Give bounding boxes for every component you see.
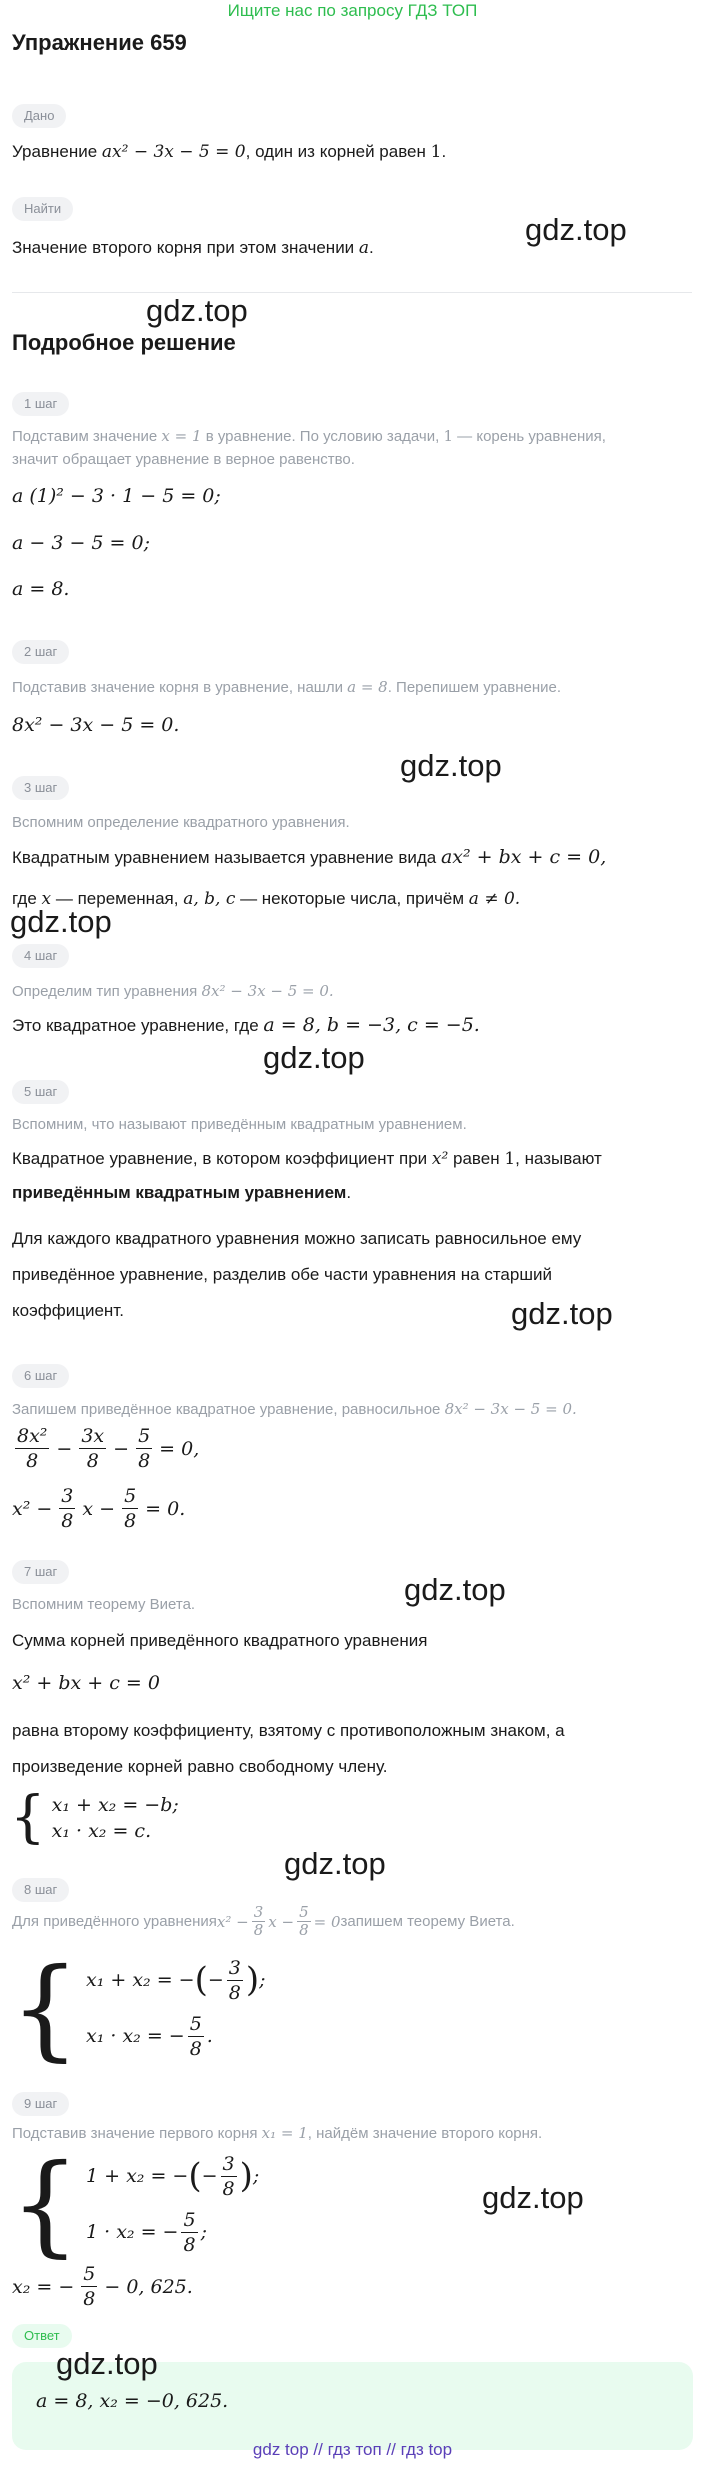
step-7-system: { x₁ + x₂ = −b; x₁ · x₂ = c. xyxy=(10,1785,179,1850)
step-6-tag: 6 шаг xyxy=(12,1364,69,1388)
step-5-text-1: Квадратное уравнение, в котором коэффициент при x² равен 1, называют xyxy=(12,1149,602,1169)
brace-icon: { xyxy=(10,1944,80,2072)
step-9-formula: x₂ = − $\frac{5}{8}$ − 0, 625. xyxy=(12,2263,193,2310)
find-text: Значение второго корня при этом значении a. xyxy=(12,238,374,258)
step-4-tag: 4 шаг xyxy=(12,944,69,968)
given-equation: ax² − 3x − 5 = 0 xyxy=(101,142,246,162)
step-5-tag: 5 шаг xyxy=(12,1080,69,1104)
step-1-formula-2: a − 3 − 5 = 0; xyxy=(12,532,150,554)
watermark: gdz.top xyxy=(511,1296,613,1331)
step-5-text-3: Для каждого квадратного уравнения можно записать равносильное ему xyxy=(12,1229,582,1248)
step-4-text: Это квадратное уравнение, где a = 8, b = −3, c = −5. xyxy=(12,1014,480,1036)
step-8-desc: Для приведённого уравнения x² − $\frac{3}{8}$ x − $\frac{5}{8}$ = 0 запишем теорему Виета. xyxy=(12,1903,515,1939)
step-9-desc: Подставив значение первого корня x₁ = 1, найдём значение второго корня. xyxy=(12,2124,543,2142)
watermark: gdz.top xyxy=(146,293,248,328)
step-9-tag: 9 шаг xyxy=(12,2092,69,2116)
footer-links[interactable]: gdz top // гдз топ // гдз top xyxy=(252,2440,453,2459)
step-1-desc-2: значит обращает уравнение в верное равенство. xyxy=(12,451,355,468)
step-7-text-1: Сумма корней приведённого квадратного уравнения xyxy=(12,1631,428,1650)
step-1-desc: Подставим значение x = 1 в уравнение. По условию задачи, 1 — корень уравнения, xyxy=(12,427,606,445)
watermark: gdz.top xyxy=(284,1846,386,1881)
step-8-system: { x₁ + x₂ = − ( − $\frac{3}{8}$ ) ; x₁ · x₂ = − $\frac{5}{8}$ . xyxy=(10,1944,266,2072)
step-3-text-1: Квадратным уравнением называется уравнение вида ax² + bx + c = 0, xyxy=(12,846,607,868)
step-7-formula: x² + bx + c = 0 xyxy=(12,1672,160,1694)
given-text: Уравнение ax² − 3x − 5 = 0, один из корней равен 1. xyxy=(12,142,447,162)
step-7-text-3: произведение корней равно свободному члену. xyxy=(12,1757,388,1776)
step-5-text-2: приведённым квадратным уравнением. xyxy=(12,1183,352,1202)
step-3-tag: 3 шаг xyxy=(12,776,69,800)
step-6-formula-1: $\frac{\text{8x²}}{8}$ − $\frac{3x}{8}$ − $\frac{5}{8}$ = 0, xyxy=(17,1425,200,1472)
step-4-desc: Определим тип уравнения 8x² − 3x − 5 = 0. xyxy=(12,982,334,1000)
step-1-formula-3: a = 8. xyxy=(12,578,70,600)
step-7-text-2: равна второму коэффициенту, взятому с противоположным знаком, а xyxy=(12,1721,565,1740)
step-5-text-5: коэффициент. xyxy=(12,1301,124,1320)
step-8-tag: 8 шаг xyxy=(12,1878,69,1902)
brace-icon: { xyxy=(10,1785,46,1850)
watermark: gdz.top xyxy=(56,2346,158,2381)
step-3-desc: Вспомним определение квадратного уравнения. xyxy=(12,814,350,831)
step-1-formula-1: a (1)² − 3 · 1 − 5 = 0; xyxy=(12,485,221,507)
watermark: gdz.top xyxy=(400,748,502,783)
find-tag: Найти xyxy=(12,197,73,221)
step-5-desc: Вспомним, что называют приведённым квадратным уравнением. xyxy=(12,1116,467,1133)
step-7-desc: Вспомним теорему Виета. xyxy=(12,1596,196,1613)
step-1-tag: 1 шаг xyxy=(12,392,69,416)
step-5-text-4: приведённое уравнение, разделив обе части уравнения на старший xyxy=(12,1265,552,1284)
answer-text: a = 8, x₂ = −0, 625. xyxy=(36,2390,229,2412)
watermark: gdz.top xyxy=(10,904,112,939)
given-tag: Дано xyxy=(12,104,66,128)
step-2-tag: 2 шаг xyxy=(12,640,69,664)
watermark: gdz.top xyxy=(482,2180,584,2215)
step-6-formula-2: x² − $\frac{3}{8}$ x − $\frac{5}{8}$ = 0. xyxy=(12,1485,186,1532)
watermark: gdz.top xyxy=(525,212,627,247)
solution-title: Подробное решение xyxy=(12,330,236,355)
watermark: gdz.top xyxy=(404,1572,506,1607)
divider xyxy=(12,292,692,293)
step-3-text-2: где x — переменная, a, b, c — некоторые числа, причём a ≠ 0. xyxy=(12,889,521,909)
brace-icon: { xyxy=(10,2140,80,2268)
step-2-formula: 8x² − 3x − 5 = 0. xyxy=(12,714,180,736)
step-9-system: { 1 + x₂ = − ( − $\frac{3}{8}$ ) ; 1 · x₂ = − $\frac{5}{8}$ ; xyxy=(10,2140,260,2268)
step-7-tag: 7 шаг xyxy=(12,1560,69,1584)
watermark: gdz.top xyxy=(263,1040,365,1075)
step-2-desc: Подставив значение корня в уравнение, нашли a = 8. Перепишем уравнение. xyxy=(12,678,562,696)
top-banner[interactable]: Ищите нас по запросу ГДЗ ТОП xyxy=(227,1,478,20)
term-reduced-equation: приведённым квадратным уравнением xyxy=(12,1183,347,1202)
step-6-desc: Запишем приведённое квадратное уравнение, равносильное 8x² − 3x − 5 = 0. xyxy=(12,1400,577,1418)
answer-tag: Ответ xyxy=(12,2324,72,2348)
page-title: Упражнение 659 xyxy=(12,30,187,55)
